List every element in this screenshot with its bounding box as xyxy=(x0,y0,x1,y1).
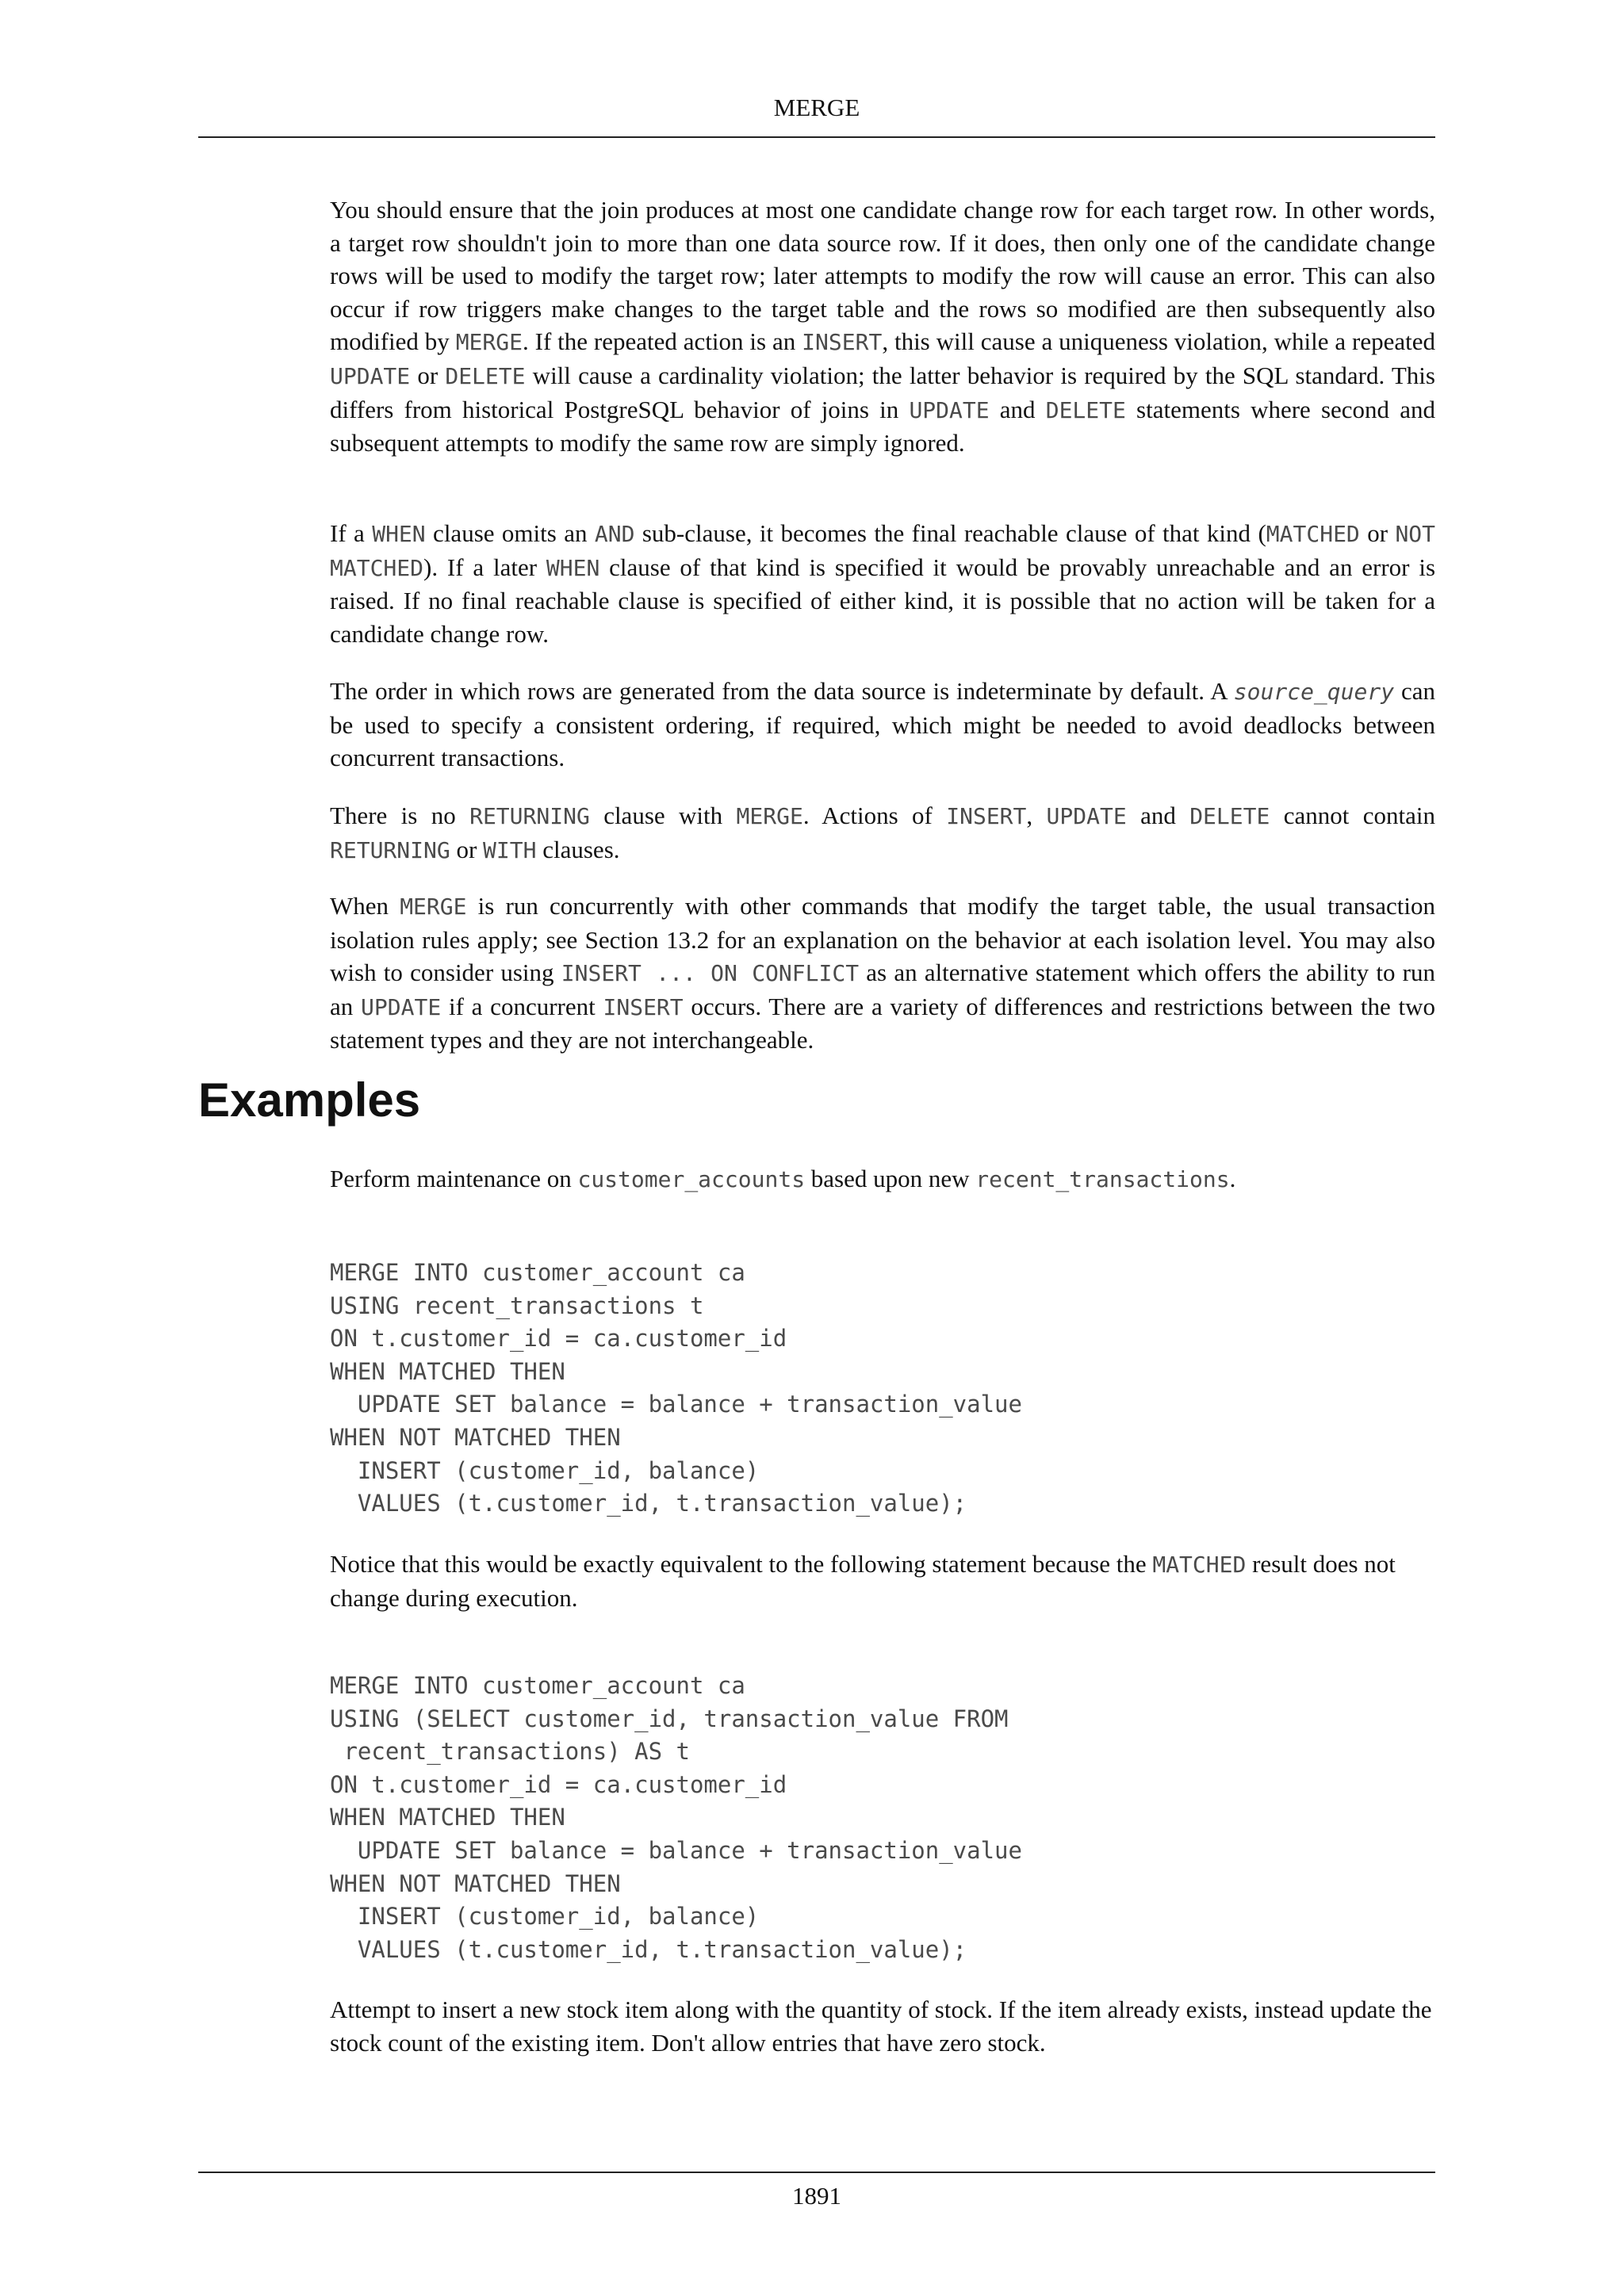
inline-code: DELETE xyxy=(1045,396,1126,423)
inline-code: WHEN xyxy=(372,521,426,547)
inline-code: INSERT ... ON CONFLICT xyxy=(561,960,860,987)
inline-code: MERGE xyxy=(400,894,467,920)
paragraph-example-intro: Perform maintenance on customer_accounts based upon new recent_transactions. xyxy=(330,1165,1236,1192)
inline-code: UPDATE xyxy=(909,396,990,423)
inline-code: NOT MATCHED xyxy=(330,521,1436,581)
inline-code: DELETE xyxy=(445,362,526,389)
inline-code-param: source_query xyxy=(1233,679,1395,705)
paragraph-equivalence-notice: Notice that this would be exactly equivalent to the following statement because the MATCHED result does not change during execution. xyxy=(330,1550,1396,1612)
inline-code: RETURNING xyxy=(469,803,590,829)
code-example-merge: MERGE INTO customer_account ca USING recent_transactions t ON t.customer_id = ca.customer_id WHEN MATCHED THEN UPDATE SET balance = balance + transaction_value WHEN NOT MATCHED THEN INSERT (customer_id, balance) VALUES (t.customer_id, t.transaction_value); xyxy=(330,1259,1022,1517)
inline-code: customer_accounts xyxy=(577,1166,806,1192)
paragraph-row-order: The order in which rows are generated from the data source is indeterminate by default. A source_query can be used to specify a consistent ordering, if required, which might be needed to avoid deadlocks between concurrent transactions. xyxy=(330,677,1435,772)
footer-rule xyxy=(198,2172,1435,2173)
paragraph-when-clause: If a WHEN clause omits an AND sub-clause, it becomes the final reachable clause of that kind (MATCHED or NOT MATCHED). If a later WHEN clause of that kind is specified it would be provably unreachable and an error is raised. If no final reachable clause is specified of either kind, it is possible that no action will be taken for a candidate change row. xyxy=(330,519,1436,648)
inline-code: UPDATE xyxy=(1046,803,1127,829)
inline-code: MERGE xyxy=(736,803,803,829)
inline-code: MATCHED xyxy=(1266,521,1360,547)
paragraph-join-uniqueness: You should ensure that the join produces at most one candidate change row for each target row. In other words, a target row shouldn't join to more than one data source row. If it does, then only one of the candidate change rows will be used to modify the target row; later attempts to modify the row will cause an error. This can also occur if row triggers make changes to the target table and the rows so modified are then subsequently also modified by MERGE. If the repeated action is an INSERT, this will cause a uniqueness violation, while a repeated UPDATE or DELETE will cause a cardinality violation; the latter behavior is required by the SQL standard. This differs from historical PostgreSQL behavior of joins in UPDATE and DELETE statements where second and subsequent attempts to modify the same row are simply ignored. xyxy=(330,196,1436,457)
inline-code: UPDATE xyxy=(361,993,442,1020)
inline-code: WHEN xyxy=(546,554,600,581)
header-rule xyxy=(198,136,1435,138)
inline-code: DELETE xyxy=(1189,803,1270,829)
inline-code: INSERT xyxy=(946,803,1027,829)
inline-code: recent_transactions xyxy=(975,1166,1230,1192)
inline-code: MATCHED xyxy=(1152,1552,1247,1578)
inline-code: RETURNING xyxy=(330,836,450,863)
code-example-merge-subquery: MERGE INTO customer_account ca USING (SELECT customer_id, transaction_value FROM recent_transactions) AS t ON t.customer_id = ca.customer_id WHEN MATCHED THEN UPDATE SET balance = balance + transaction_value WHEN NOT MATCHED THEN INSERT (customer_id, balance) VALUES (t.customer_id, t.transaction_value); xyxy=(330,1672,1022,1963)
inline-code: INSERT xyxy=(603,993,684,1020)
inline-code: WITH xyxy=(483,836,537,863)
page-number: 1891 xyxy=(792,2182,841,2210)
paragraph-returning: There is no RETURNING clause with MERGE. Actions of INSERT, UPDATE and DELETE cannot contain RETURNING or WITH clauses. xyxy=(330,802,1435,863)
inline-code: AND xyxy=(594,521,635,547)
paragraph-concurrency: When MERGE is run concurrently with other commands that modify the target table, the usual transaction isolation rules apply; see Section 13.2 for an explanation on the behavior at each isolation level. You may also wish to consider using INSERT ... ON CONFLICT as an alternative statement which offers the ability to run an UPDATE if a concurrent INSERT occurs. There are a variety of differences and restrictions between the two statement types and they are not interchangeable. xyxy=(330,892,1435,1054)
inline-code: MERGE xyxy=(455,329,523,356)
running-header: MERGE xyxy=(773,94,860,121)
inline-code: UPDATE xyxy=(330,362,411,389)
paragraph-stock-example: Attempt to insert a new stock item along with the quantity of stock. If the item already exists, instead update the stock count of the existing item. Don't allow entries that have zero stock. xyxy=(330,1996,1432,2057)
inline-code: INSERT xyxy=(802,329,883,356)
section-heading-examples: Examples xyxy=(198,1073,421,1127)
